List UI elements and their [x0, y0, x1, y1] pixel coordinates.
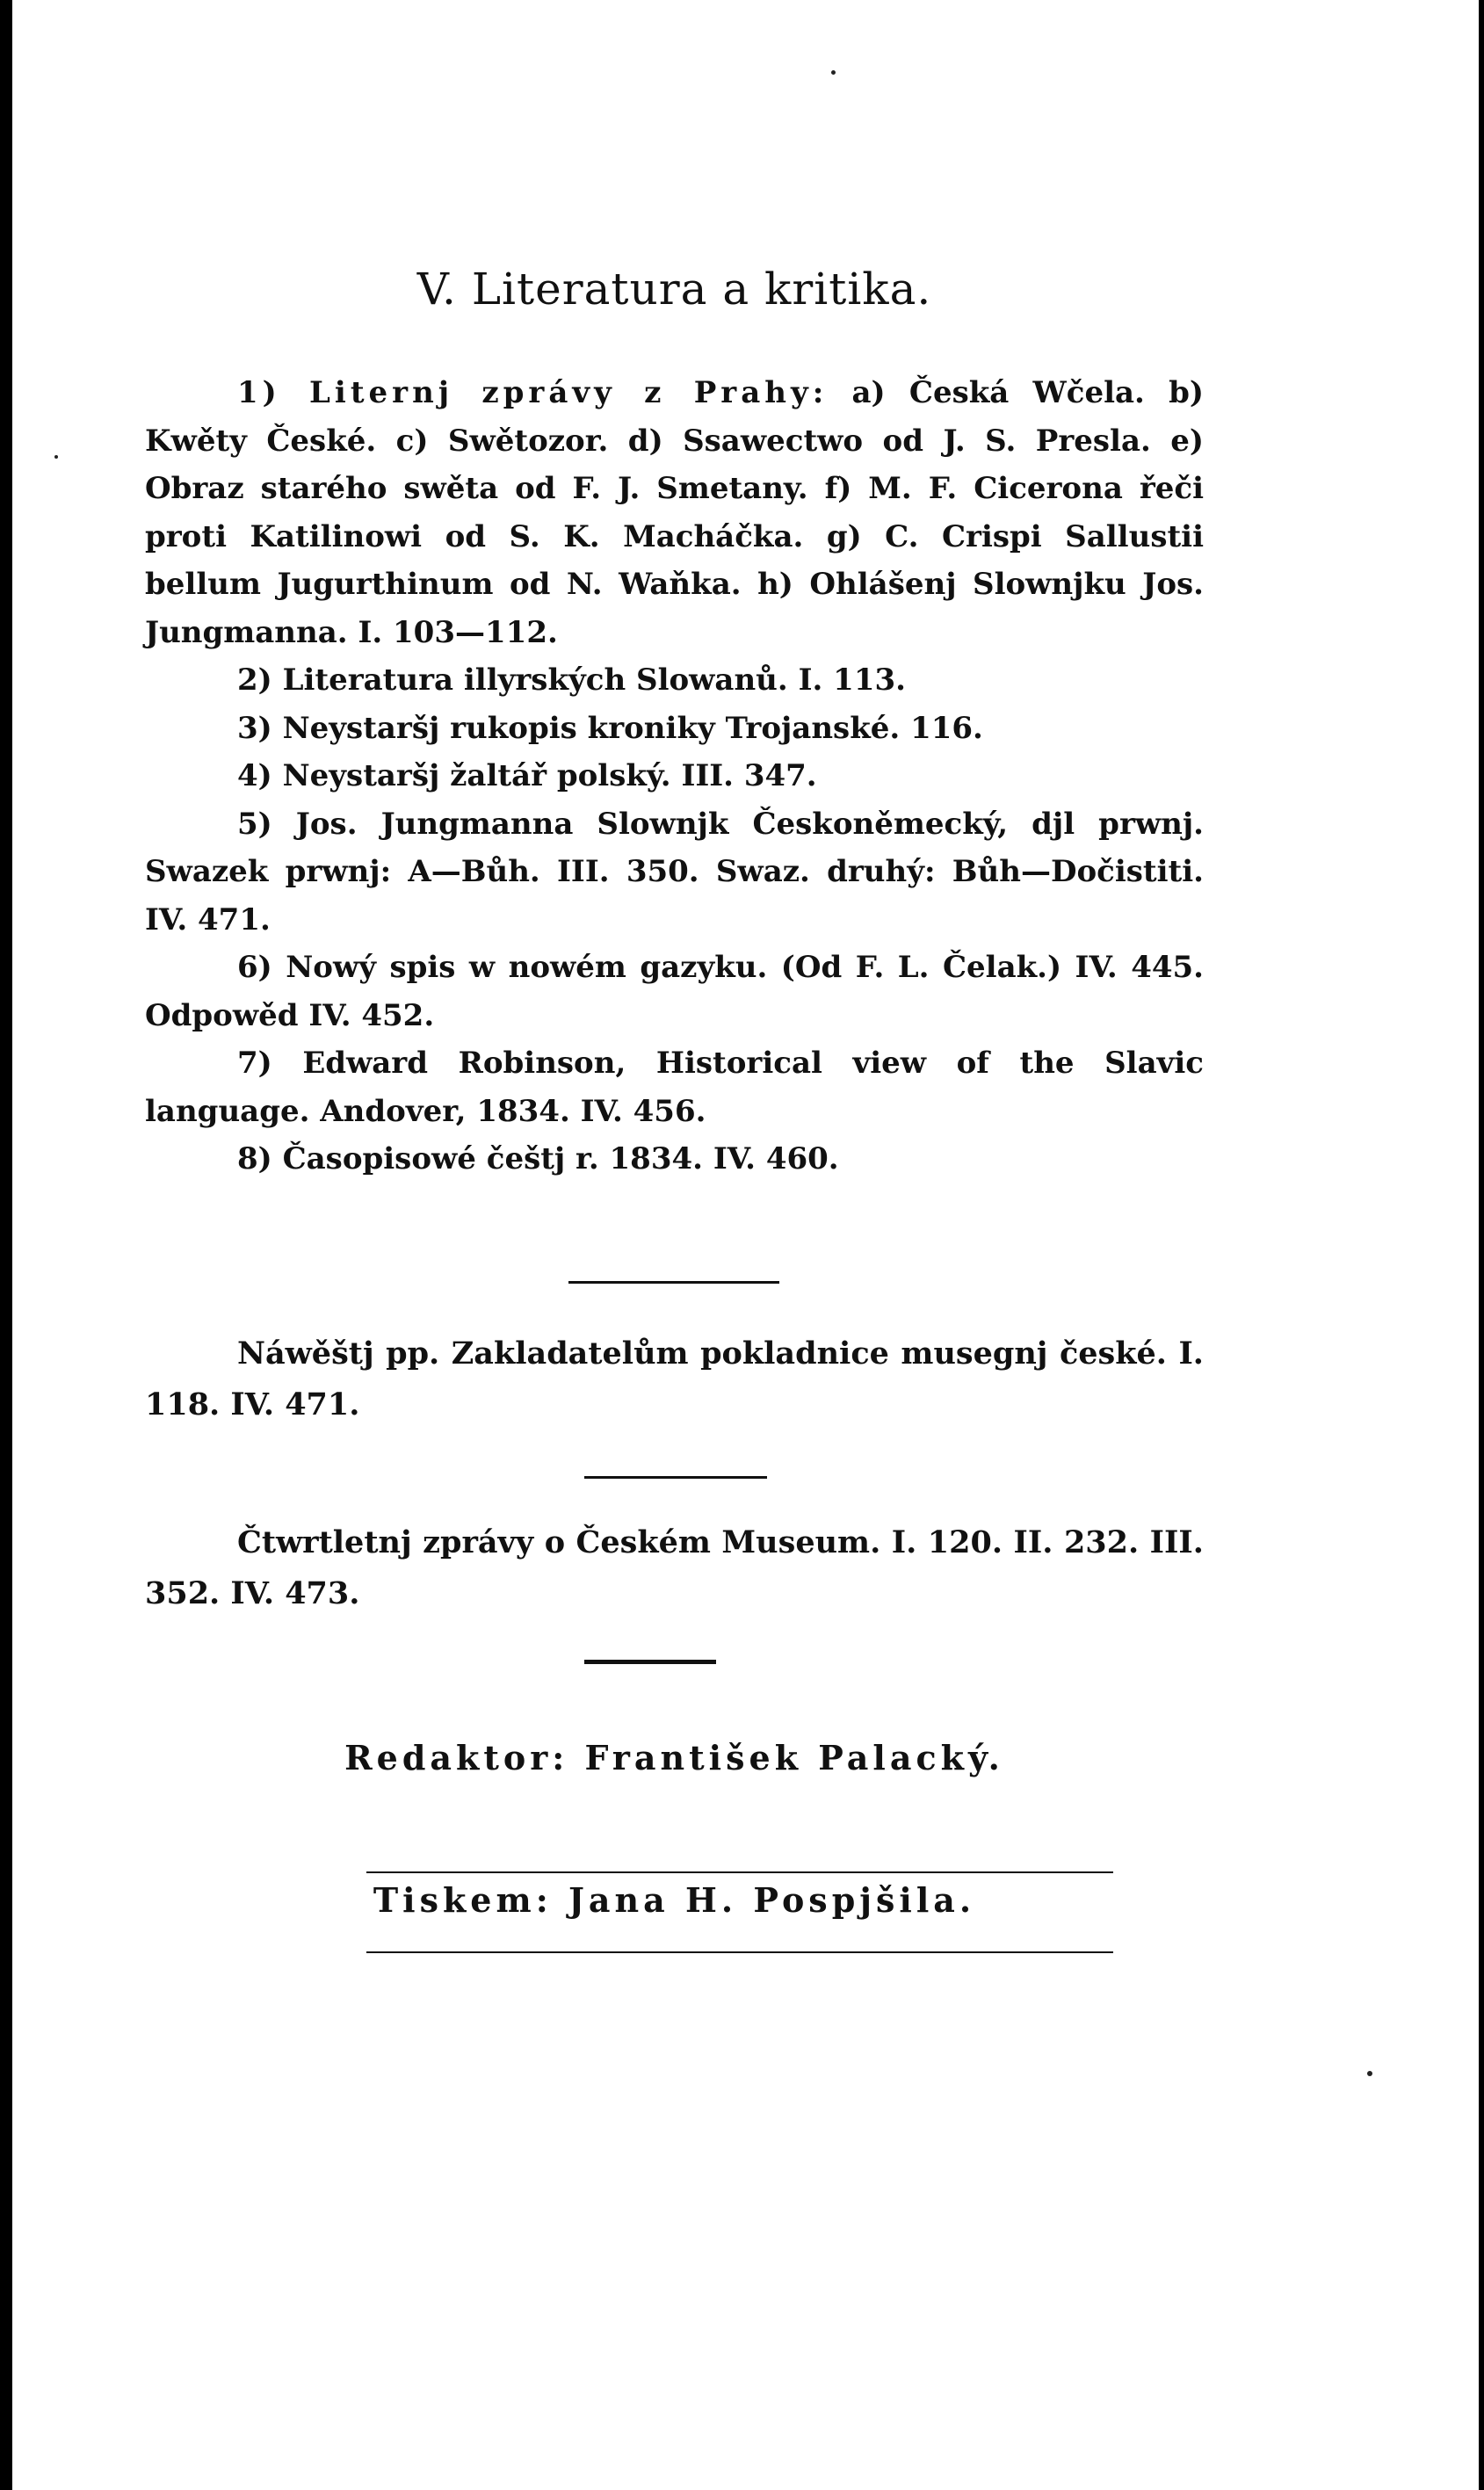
list-item: [145, 369, 1204, 656]
divider-rule: [366, 1951, 1113, 1953]
entry-text: 4) Neystaršj žaltář polský. III. 347.: [237, 758, 817, 793]
entry-text: 7) Edward Robinson, Historical view of the Slavic language. Andover, 1834. IV. 456.: [145, 1046, 1204, 1129]
list-item: [145, 1135, 1204, 1183]
list-item: [145, 752, 1204, 800]
entry-spaced-lead: 1) Liternj zprávy z Prahy:: [237, 375, 829, 410]
entry-list: [145, 369, 1204, 1183]
divider-rule: [366, 1871, 1113, 1873]
speck: [1367, 2071, 1372, 2076]
notice-founders: Náwěštj pp. Zakladatelům pokladnice musegnj české. I. 118. IV. 471.: [145, 1335, 1204, 1422]
entry-text: 2) Literatura illyrských Slowanů. I. 113.: [237, 662, 906, 698]
editor-line: Redaktor: František Palacký.: [344, 1738, 1004, 1777]
page-edge-left: [0, 0, 12, 2490]
entry-text: 3) Neystaršj rukopis kroniky Trojanské. 116.: [237, 710, 983, 746]
divider-rule: [584, 1476, 767, 1479]
list-item: [145, 944, 1204, 1039]
list-item: [145, 705, 1204, 753]
list-item: [145, 1039, 1204, 1135]
entry-text: 5) Jos. Jungmanna Slownjk Českoněmecký, djl prwnj. Swazek prwnj: A—Bůh. III. 350. Swaz. druhý: Bůh—Dočistiti. IV. 471.: [145, 806, 1204, 937]
entry-text: a) Česká Wčela. b) Kwěty České. c) Swětozor. d) Ssawectwo od J. S. Presla. e) Obraz starého swěta od F. J. Smetany. f) M. F. Cicerona řeči proti Katilinowi od S. K. Macháčka. g) C. Crispi Sallustii bellum Jugurthinum od N. Waňka. h) Ohlášenj Slownjku Jos. Jungmanna. I. 103—112.: [145, 375, 1204, 650]
printer-line: Tiskem: Jana H. Pospjšila.: [373, 1880, 976, 1920]
section-heading: V. Literatura a kritika.: [416, 264, 932, 315]
speck: [831, 70, 836, 75]
entry-text: 6) Nowý spis w nowém gazyku. (Od F. L. Čelak.) IV. 445. Odpowěd IV. 452.: [145, 950, 1204, 1033]
divider-rule: [584, 1660, 716, 1664]
speck: [54, 455, 58, 459]
page-edge-right: [1479, 0, 1484, 2490]
list-item: [145, 656, 1204, 705]
divider-rule: [568, 1281, 779, 1284]
entry-text: 8) Časopisowé češtj r. 1834. IV. 460.: [237, 1141, 839, 1176]
list-item: [145, 800, 1204, 945]
notice-quarterly: Čtwrtletnj zprávy o Českém Museum. I. 120. II. 232. III. 352. IV. 473.: [145, 1524, 1204, 1611]
